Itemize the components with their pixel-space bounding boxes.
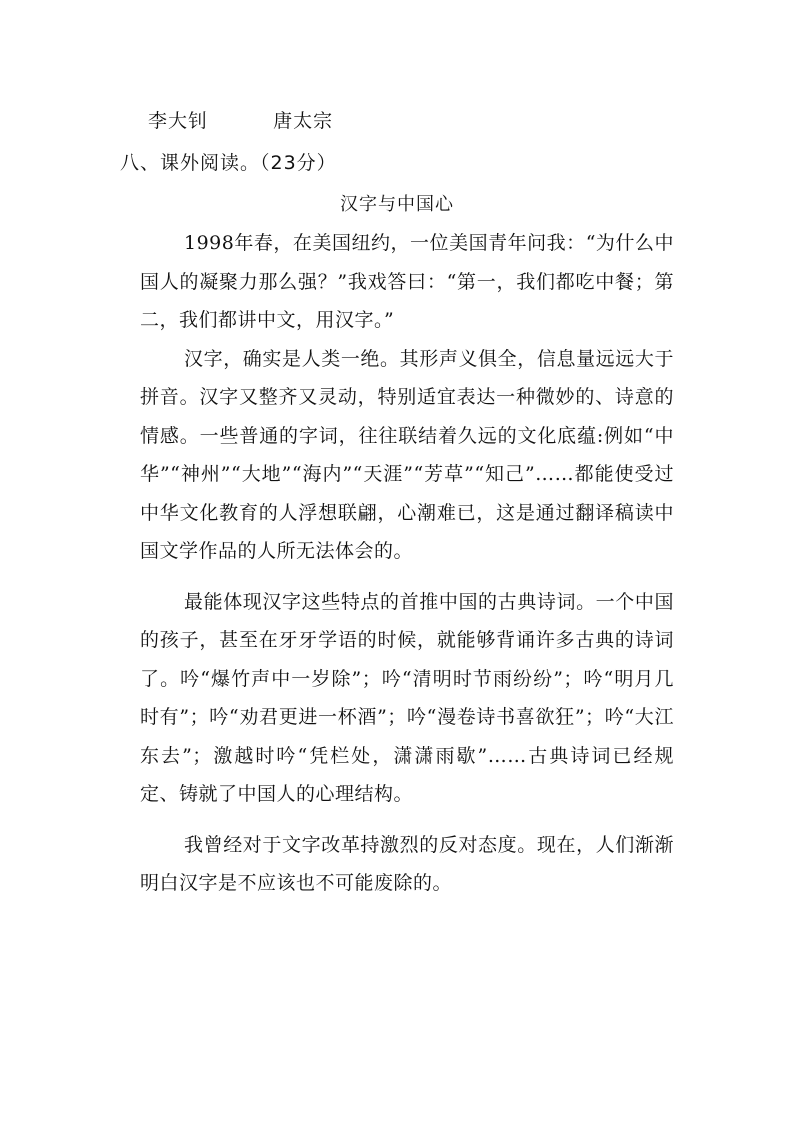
- name-tang-taizong: 唐太宗: [273, 110, 334, 132]
- article-body: [140, 224, 674, 903]
- section-heading: 八、课外阅读。（23分）: [120, 152, 337, 174]
- paragraph-3: 最能体现汉字这些特点的首推中国的古典诗词。一个中国的孩子，甚至在牙牙学语的时候，就能够背诵许多古典的诗词了。吟“爆竹声中一岁除”；吟“清明时节雨纷纷”；吟“明月几时有”；吟“劝君更进一杯酒”；吟“漫卷诗书喜欲狂”；吟“大江东去”；激越时吟“凭栏处，潇潇雨歇”……古典诗词已经规定、铸就了中国人的心理结构。: [140, 590, 674, 805]
- paragraph-2: 汉字，确实是人类一绝。其形声义俱全，信息量远远大于拼音。汉字又整齐又灵动，特别适宜表达一种微妙的、诗意的情感。一些普通的字词，往往联结着久远的文化底蕴:例如“中华”“神州”“大地”“海内”“天涯”“芳草”“知己”……都能使受过中华文化教育的人浮想联翩，心潮难已，这是通过翻译稿读中国文学作品的人所无法体会的。: [140, 347, 674, 562]
- answer-names-line: [148, 106, 333, 133]
- article-title: 汉字与中国心: [340, 194, 454, 215]
- name-li-dazhao: 李大钊: [148, 110, 209, 132]
- paragraph-1: 1998年春，在美国纽约，一位美国青年问我：“为什么中国人的凝聚力那么强？”我戏答曰：“第一，我们都吃中餐；第二，我们都讲中文，用汉字。”: [140, 232, 674, 331]
- paragraph-4: 我曾经对于文字改革持激烈的反对态度。现在，人们渐渐明白汉字是不应该也不可能废除的。: [140, 833, 674, 894]
